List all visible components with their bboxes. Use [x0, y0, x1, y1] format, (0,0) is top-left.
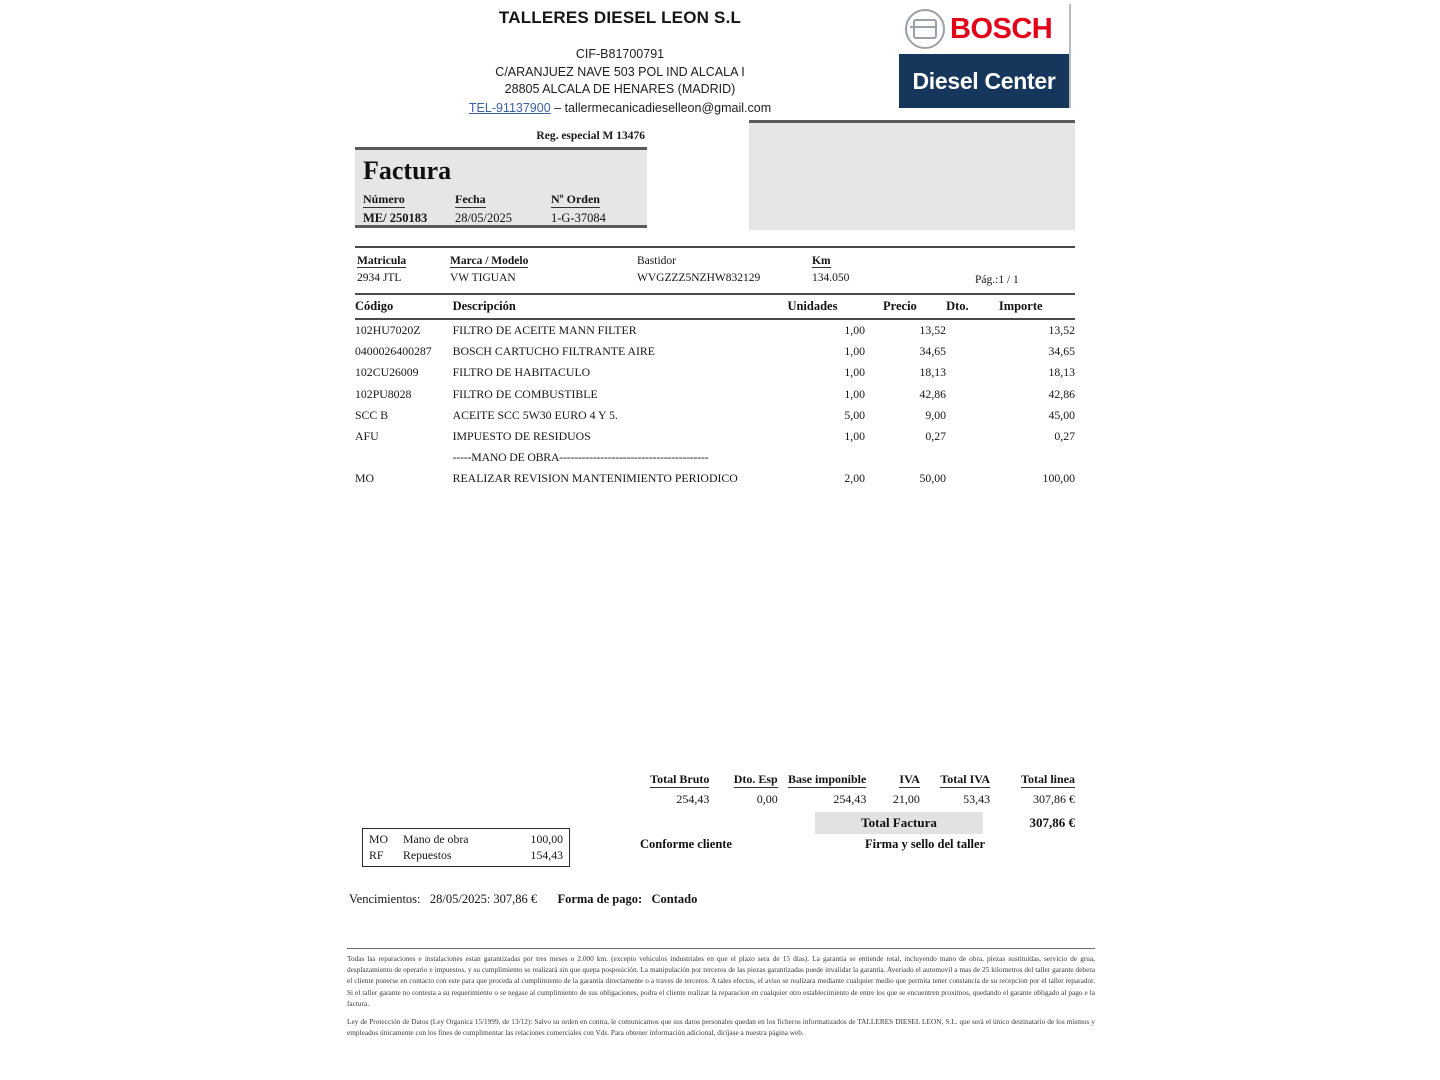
cell-descripcion: BOSCH CARTUCHO FILTRANTE AIRE	[452, 344, 655, 359]
cell-precio: 42,86	[919, 386, 947, 401]
column-header-unidades: Unidades	[787, 294, 883, 319]
base-imponible-label: Base imponible	[787, 772, 867, 786]
due-date-value: 28/05/2025: 307,86 €	[429, 892, 538, 906]
iva-rate-label: IVA	[899, 772, 920, 786]
totals-section	[630, 772, 1075, 807]
table-header-row	[355, 294, 1075, 319]
table-row	[355, 447, 1075, 468]
company-email: tallermecanicadieselleon@gmail.com	[564, 100, 772, 115]
cell-precio: 9,00	[925, 407, 947, 422]
summary-amount: 154,43	[530, 848, 563, 862]
workshop-signature-label: Firma y sello del taller	[865, 837, 986, 851]
registro-especial: Reg. especial M 13476	[536, 130, 645, 142]
column-header-importe: Importe	[999, 294, 1075, 319]
order-number-value: 1-G-37084	[551, 211, 606, 225]
cell-importe: 13,52	[1048, 323, 1075, 338]
total-bruto-value: 254,43	[676, 792, 710, 806]
vehicle-odometer-value: 134.050	[812, 272, 850, 284]
cell-importe: 100,00	[1042, 471, 1075, 486]
vehicle-plate-value: 2934 JTL	[357, 272, 402, 284]
order-number-label: Nº Orden	[551, 192, 600, 206]
cell-descripcion: FILTRO DE COMBUSTIBLE	[452, 386, 598, 401]
bosch-diesel-center-logo	[899, 4, 1071, 108]
bosch-wordmark: BOSCH	[950, 12, 1053, 45]
customer-signature-label: Conforme cliente	[640, 837, 732, 851]
cell-dto	[946, 341, 999, 362]
warranty-terms-paragraph: Todas las reparaciones e instalaciones estan garantizadas por tres meses o 2.000 km. (excepto vehiculos industriales en que el plazo sera de 15 dias). La garantia se entiende total, incluyendo mano de obra, piezas sustituidas, servicio de grua, desplazamiento de operario e impuestos, y su cumplimiento se realizará sin que quepa posposición. La manipulación por terceros de las piezas garantizadas puede invalidar la garantia. Averiado el automovil a mas de 25 kilometros del taller garante debera el cliente ponerse en contacto con este para que proceda al cumplimiento de la garantia directamente o a traves de terceros. A tales efectos, el aviso se realizara mediante cualquier medio que permita tener constancia de su recepcion por el taller reparador. Si el taller garante no contesta a su requerimiento o se negase al cumplimiento de sus obligaciones, podra el cliente realizar la reparacion en cualquier otro establecimiento de entre los que se encuentren proximos, quedando el garante obligado al pago e la factura.	[347, 954, 1095, 1008]
cell-dto	[946, 319, 999, 341]
iva-rate-cell	[866, 772, 920, 807]
legal-fine-print	[347, 953, 1095, 1045]
totals-header-row	[630, 772, 1075, 807]
vehicle-vin-label: Bastidor	[637, 255, 676, 267]
base-imponible-value: 254,43	[833, 792, 867, 806]
total-linea-cell	[990, 772, 1075, 807]
cell-codigo: 0400026400287	[355, 344, 432, 359]
total-bruto-cell	[630, 772, 709, 807]
invoice-header-panel	[355, 147, 647, 228]
base-imponible-cell	[778, 772, 867, 807]
cell-dto	[946, 362, 999, 383]
cell-descripcion: FILTRO DE ACEITE MANN FILTER	[452, 323, 637, 338]
company-address-line-2: 28805 ALCALA DE HENARES (MADRID)	[504, 82, 736, 96]
payment-method-value: Contado	[651, 892, 698, 906]
page-indicator: Pág.:1 / 1	[975, 274, 1019, 286]
invoice-number-label: Número	[363, 192, 405, 206]
iva-rate-value: 21,00	[892, 792, 920, 806]
total-linea-value: 307,86 €	[1033, 792, 1075, 806]
column-header-precio: Precio	[883, 294, 946, 319]
company-address-line-1: C/ARANJUEZ NAVE 503 POL IND ALCALA I	[495, 64, 745, 79]
diesel-center-label: Diesel Center	[912, 67, 1056, 94]
company-cif: CIF-B81700791	[575, 47, 665, 61]
summary-amount: 100,00	[530, 832, 563, 846]
total-factura-value: 307,86 €	[1029, 815, 1075, 830]
total-iva-cell	[920, 772, 990, 807]
summary-row	[369, 831, 563, 847]
cell-unidades: 2,00	[844, 471, 866, 486]
table-row	[355, 405, 1075, 426]
cell-codigo: 102HU7020Z	[355, 323, 421, 338]
line-items-table	[355, 293, 1075, 490]
cell-codigo: AFU	[355, 429, 379, 444]
cell-codigo: MO	[355, 471, 375, 486]
line-items-body	[355, 319, 1075, 490]
column-header-dto: Dto.	[946, 294, 999, 319]
total-iva-value: 53,43	[963, 792, 991, 806]
cell-codigo: 102PU8028	[355, 386, 412, 401]
invoice-date-value: 28/05/2025	[455, 211, 512, 225]
cell-descripcion: REALIZAR REVISION MANTENIMIENTO PERIODICO	[452, 471, 738, 486]
page-title: Factura	[363, 156, 452, 185]
vehicle-vin-field	[637, 251, 760, 284]
cell-unidades: 1,00	[844, 344, 866, 359]
total-factura-row	[630, 812, 1075, 834]
bosch-logo-top	[899, 4, 1069, 54]
order-number-field	[551, 190, 606, 226]
vehicle-vin-value: WVGZZZ5NZHW832129	[637, 272, 761, 284]
cell-dto	[946, 468, 999, 489]
dto-esp-cell	[709, 772, 777, 807]
labour-parts-summary-box	[362, 828, 570, 867]
invoice-date-label: Fecha	[455, 192, 486, 206]
cell-precio: 0,27	[925, 429, 947, 444]
total-bruto-label: Total Bruto	[650, 772, 710, 786]
cell-precio: 18,13	[919, 365, 947, 380]
vehicle-odometer-label: Km	[812, 255, 831, 267]
cell-importe: 18,13	[1048, 365, 1075, 380]
invoice-date-field	[455, 190, 512, 226]
cell-importe: 45,00	[1048, 407, 1075, 422]
total-factura-label: Total Factura	[815, 812, 983, 834]
customer-address-box	[749, 120, 1075, 230]
summary-row	[369, 847, 563, 863]
dto-esp-label: Dto. Esp	[733, 772, 778, 786]
cell-unidades: 1,00	[844, 365, 866, 380]
telephone-link[interactable]: TEL-91137900	[468, 100, 551, 115]
cell-precio: 50,00	[919, 471, 947, 486]
cell-dto	[946, 426, 999, 447]
dto-esp-value: 0,00	[756, 792, 778, 806]
summary-code: MO	[369, 832, 389, 846]
vehicle-plate-label: Matricula	[357, 255, 407, 267]
cell-unidades: 1,00	[844, 386, 866, 401]
cell-importe: 34,65	[1048, 344, 1075, 359]
cell-codigo: 102CU26009	[355, 365, 419, 380]
company-name: TALLERES DIESEL LEON S.L	[498, 8, 742, 27]
table-row	[355, 384, 1075, 405]
cell-descripcion: FILTRO DE HABITACULO	[452, 365, 591, 380]
table-row	[355, 426, 1075, 447]
table-row	[355, 468, 1075, 489]
cell-unidades	[787, 447, 883, 468]
cell-importe	[999, 447, 1075, 468]
table-row	[355, 341, 1075, 362]
column-header-codigo: Código	[355, 294, 453, 319]
cell-codigo	[355, 447, 453, 468]
table-row	[355, 319, 1075, 341]
column-header-descripcion: Descripción	[453, 294, 788, 319]
company-header	[340, 8, 900, 117]
total-iva-label: Total IVA	[940, 772, 991, 786]
company-contact	[340, 100, 900, 118]
cell-precio: 13,52	[919, 323, 947, 338]
vehicle-odometer-field	[812, 251, 849, 284]
cell-precio	[883, 447, 946, 468]
vehicle-make-model-value: VW TIGUAN	[450, 272, 516, 284]
invoice-number-field	[363, 190, 427, 226]
vehicle-details-rule	[355, 246, 1075, 248]
table-row	[355, 362, 1075, 383]
line-items-header	[355, 294, 1075, 319]
summary-name: Mano de obra	[403, 832, 469, 846]
cell-precio: 34,65	[919, 344, 947, 359]
legal-divider	[347, 948, 1095, 949]
payment-terms-line	[349, 892, 697, 907]
summary-code: RF	[369, 848, 384, 862]
cell-unidades: 5,00	[844, 407, 866, 422]
cell-dto	[946, 384, 999, 405]
contact-separator: –	[550, 100, 565, 115]
vehicle-make-model-label: Marca / Modelo	[450, 255, 529, 267]
invoice-number-value: ME/ 250183	[363, 211, 428, 225]
cell-descripcion: ACEITE SCC 5W30 EURO 4 Y 5.	[452, 407, 618, 422]
cell-unidades: 1,00	[844, 429, 866, 444]
bosch-armature-icon	[905, 9, 945, 49]
cell-dto	[946, 405, 999, 426]
total-linea-label: Total linea	[1021, 772, 1075, 786]
cell-dto	[946, 447, 999, 468]
cell-importe: 42,86	[1048, 386, 1075, 401]
bosch-logo-bottom	[899, 54, 1069, 108]
cell-importe: 0,27	[1054, 429, 1075, 444]
payment-method-label: Forma de pago:	[557, 892, 643, 906]
vehicle-make-model-field	[450, 251, 528, 284]
cell-descripcion: -----MANO DE OBRA----------------------------------------	[452, 450, 709, 465]
cell-codigo: SCC B	[355, 407, 389, 422]
summary-name: Repuestos	[403, 848, 452, 862]
cell-unidades: 1,00	[844, 323, 866, 338]
cell-descripcion: IMPUESTO DE RESIDUOS	[452, 429, 591, 444]
data-protection-paragraph: Ley de Protección de Datos (Ley Organica 15/1999, de 13/12): Salvo su orden en contra, le comunicamos que sus datos personales quedan en los ficheros informatizados de TALLERES DIESEL LEON, S.L. que será el único destinatario de los mismos y empleados únicamente con los fines de cumplimentar las relaciones comerciales con Vds. Para obtener información adicional, diríjase a nuestra página web.	[347, 1017, 1095, 1038]
due-date-label: Vencimientos:	[349, 892, 421, 906]
vehicle-plate-field	[357, 251, 406, 284]
